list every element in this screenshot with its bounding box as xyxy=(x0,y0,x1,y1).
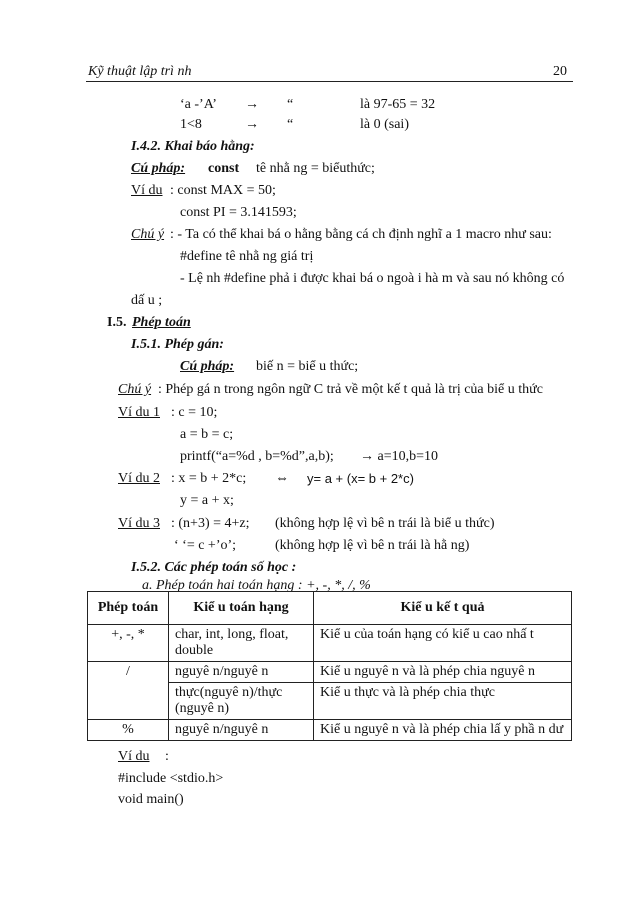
expr2-arrow: → xyxy=(245,117,259,132)
cell-operand-type: nguyê n/nguyê n xyxy=(169,720,314,741)
expr1-quote: “ xyxy=(287,97,294,112)
vd4-label: Ví du xyxy=(118,749,150,764)
cuphap2-text: biế n = biể u thức; xyxy=(256,359,359,374)
cell-operand-type: thực(nguyê n)/thực (nguyê n) xyxy=(169,683,314,720)
expr2-right: là 0 (sai) xyxy=(360,117,409,132)
cell-result-type: Kiể u thực và là phép chia thực xyxy=(314,683,572,720)
cell-result-type: Kiể u nguyê n và là phép chia lấ y phầ n dư xyxy=(314,720,572,741)
table-row xyxy=(88,662,572,683)
vd3-note-2: (không hợp lệ vì bê n trái là hằ ng) xyxy=(275,538,470,553)
vd2-text-2: y = a + x; xyxy=(180,493,234,508)
expr2-left: 1<8 xyxy=(180,117,202,132)
col-header-operand-type: Kiể u toán hạng xyxy=(169,592,314,625)
page-number: 20 xyxy=(553,64,567,79)
chuy-text-1: : - Ta có thể khai bá o hằng bằng cá ch định nghĩ a 1 macro như sau: xyxy=(170,227,552,242)
expr1-right: là 97-65 = 32 xyxy=(360,97,436,112)
col-header-result-type: Kiể u kế t quả xyxy=(314,592,572,625)
vd2-label: Ví du 2 xyxy=(118,471,160,486)
chuy-text-3: - Lệ nh #define phả i được khai bá o ngoà i hà m và sau nó không có xyxy=(180,271,565,286)
chuy-text-2: #define tê nhằ ng giá trị xyxy=(180,249,314,264)
vidu-text-2: const PI = 3.141593; xyxy=(180,205,297,220)
vidu-label: Ví du xyxy=(131,183,163,198)
heading-1-4-2: I.4.2. Khai báo hằng: xyxy=(131,139,255,154)
header-title: Kỹ thuật lập trì nh xyxy=(88,64,192,79)
vd1-result: → a=10,b=10 xyxy=(360,449,439,464)
chuy2-text: : Phép gá n trong ngôn ngữ C trả về một kế t quả là trị của biể u thức xyxy=(158,382,543,397)
vd3-note-1: (không hợp lệ vì bê n trái là biể u thức) xyxy=(275,516,495,531)
expr1-arrow: → xyxy=(245,97,259,112)
vd3-text-1: : (n+3) = 4+z; xyxy=(171,516,250,531)
col-header-operator: Phép toán xyxy=(88,592,169,625)
table-row xyxy=(88,720,572,741)
heading-1-5-title: Phép toán xyxy=(132,315,191,330)
vidu-text-1: : const MAX = 50; xyxy=(170,183,276,198)
cuphap1-text: tê nhằ ng = biểuthức; xyxy=(256,161,375,176)
vd1-label: Ví du 1 xyxy=(118,405,160,420)
vd2-equiv: ⇔ xyxy=(275,471,289,486)
header-rule xyxy=(86,81,573,82)
vd4-colon: : xyxy=(165,749,169,764)
chuy-text-4: dấ u ; xyxy=(131,293,163,308)
chuy-label: Chú ý xyxy=(131,227,165,242)
heading-1-5-1: I.5.1. Phép gán: xyxy=(131,337,224,352)
subheading-a: a. Phép toán hai toán hạng : +, -, *, /, % xyxy=(142,578,371,593)
cell-operator: +, -, * xyxy=(88,625,169,662)
heading-1-5-num: I.5. xyxy=(107,315,127,330)
cuphap1-label: Cú pháp: xyxy=(131,161,186,176)
vd1-text-1: : c = 10; xyxy=(171,405,218,420)
vd1-text-2: a = b = c; xyxy=(180,427,234,442)
vd1-text-3: printf(“a=%d , b=%d”,a,b); xyxy=(180,449,334,464)
expr1-left: ‘a -’A’ xyxy=(180,97,217,112)
cuphap1-keyword: const xyxy=(208,161,240,176)
code-line-2: void main() xyxy=(118,792,184,807)
chuy2-label: Chú ý xyxy=(118,382,152,397)
expr2-quote: “ xyxy=(287,117,294,132)
cell-operator: % xyxy=(88,720,169,741)
vd3-text-2: ‘ ‘= c +’o’; xyxy=(174,538,237,553)
code-line-1: #include <stdio.h> xyxy=(118,771,224,786)
cell-result-type: Kiể u của toán hạng có kiể u cao nhấ t xyxy=(314,625,572,662)
vd3-label: Ví du 3 xyxy=(118,516,160,531)
vd2-text-1b: y= a + (x= b + 2*c) xyxy=(307,471,414,486)
table-header-row xyxy=(88,592,572,625)
vd2-text-1: : x = b + 2*c; xyxy=(171,471,247,486)
table-row xyxy=(88,625,572,662)
cell-operand-type: char, int, long, float, double xyxy=(169,625,314,662)
cell-result-type: Kiể u nguyê n và là phép chia nguyê n xyxy=(314,662,572,683)
operators-table xyxy=(87,591,572,741)
cell-operand-type: nguyê n/nguyê n xyxy=(169,662,314,683)
cuphap2-label: Cú pháp: xyxy=(180,359,235,374)
heading-1-5-2: I.5.2. Các phép toán số học : xyxy=(131,560,297,575)
cell-operator: / xyxy=(88,662,169,720)
